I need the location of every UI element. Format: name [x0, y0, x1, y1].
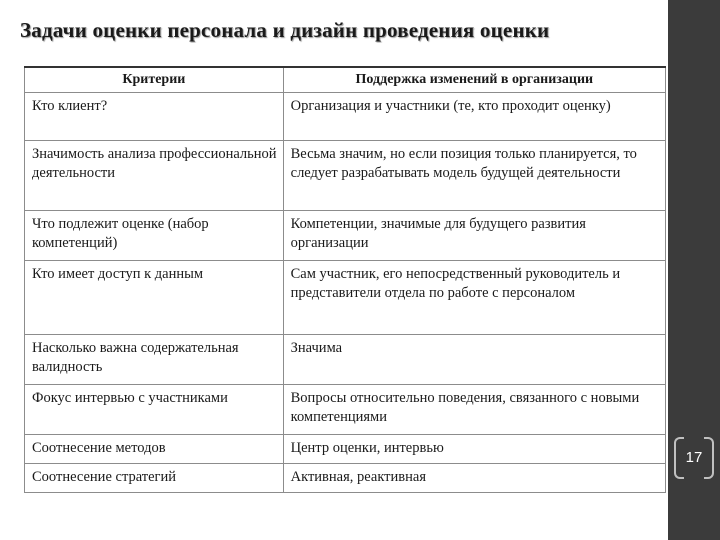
criterion-cell: Соотнесение стратегий [25, 464, 284, 493]
left-bracket-icon [674, 437, 684, 479]
value-cell: Компетенции, значимые для будущего развития организации [283, 211, 665, 261]
table-row [25, 211, 666, 261]
criteria-table [24, 66, 666, 493]
criterion-cell: Насколько важна содержательная валидность [25, 335, 284, 385]
value-cell: Вопросы относительно поведения, связанного с новыми компетенциями [283, 385, 665, 435]
value-cell: Центр оценки, интервью [283, 435, 665, 464]
header-criteria: Критерии [25, 67, 284, 93]
header-change-support: Поддержка изменений в организации [283, 67, 665, 93]
value-cell: Сам участник, его непосредственный руководитель и представители отдела по работе с персоналом [283, 261, 665, 335]
criterion-cell: Кто клиент? [25, 93, 284, 141]
table-row [25, 93, 666, 141]
criterion-cell: Фокус интервью с участниками [25, 385, 284, 435]
right-bracket-icon [704, 437, 714, 479]
table-row [25, 385, 666, 435]
page-number-badge [672, 437, 716, 477]
table-row [25, 261, 666, 335]
page-number: 17 [685, 448, 703, 466]
table-row [25, 464, 666, 493]
criterion-cell: Значимость анализа профессиональной деятельности [25, 141, 284, 211]
criterion-cell: Что подлежит оценке (набор компетенций) [25, 211, 284, 261]
table-row [25, 435, 666, 464]
table-header-row [25, 67, 666, 93]
table-row [25, 335, 666, 385]
value-cell: Значима [283, 335, 665, 385]
table-row [25, 141, 666, 211]
value-cell: Организация и участники (те, кто проходит оценку) [283, 93, 665, 141]
value-cell: Активная, реактивная [283, 464, 665, 493]
value-cell: Весьма значим, но если позиция только планируется, то следует разрабатывать модель будущей деятельности [283, 141, 665, 211]
criterion-cell: Соотнесение методов [25, 435, 284, 464]
slide-title: Задачи оценки персонала и дизайн проведения оценки [20, 18, 550, 42]
criterion-cell: Кто имеет доступ к данным [25, 261, 284, 335]
